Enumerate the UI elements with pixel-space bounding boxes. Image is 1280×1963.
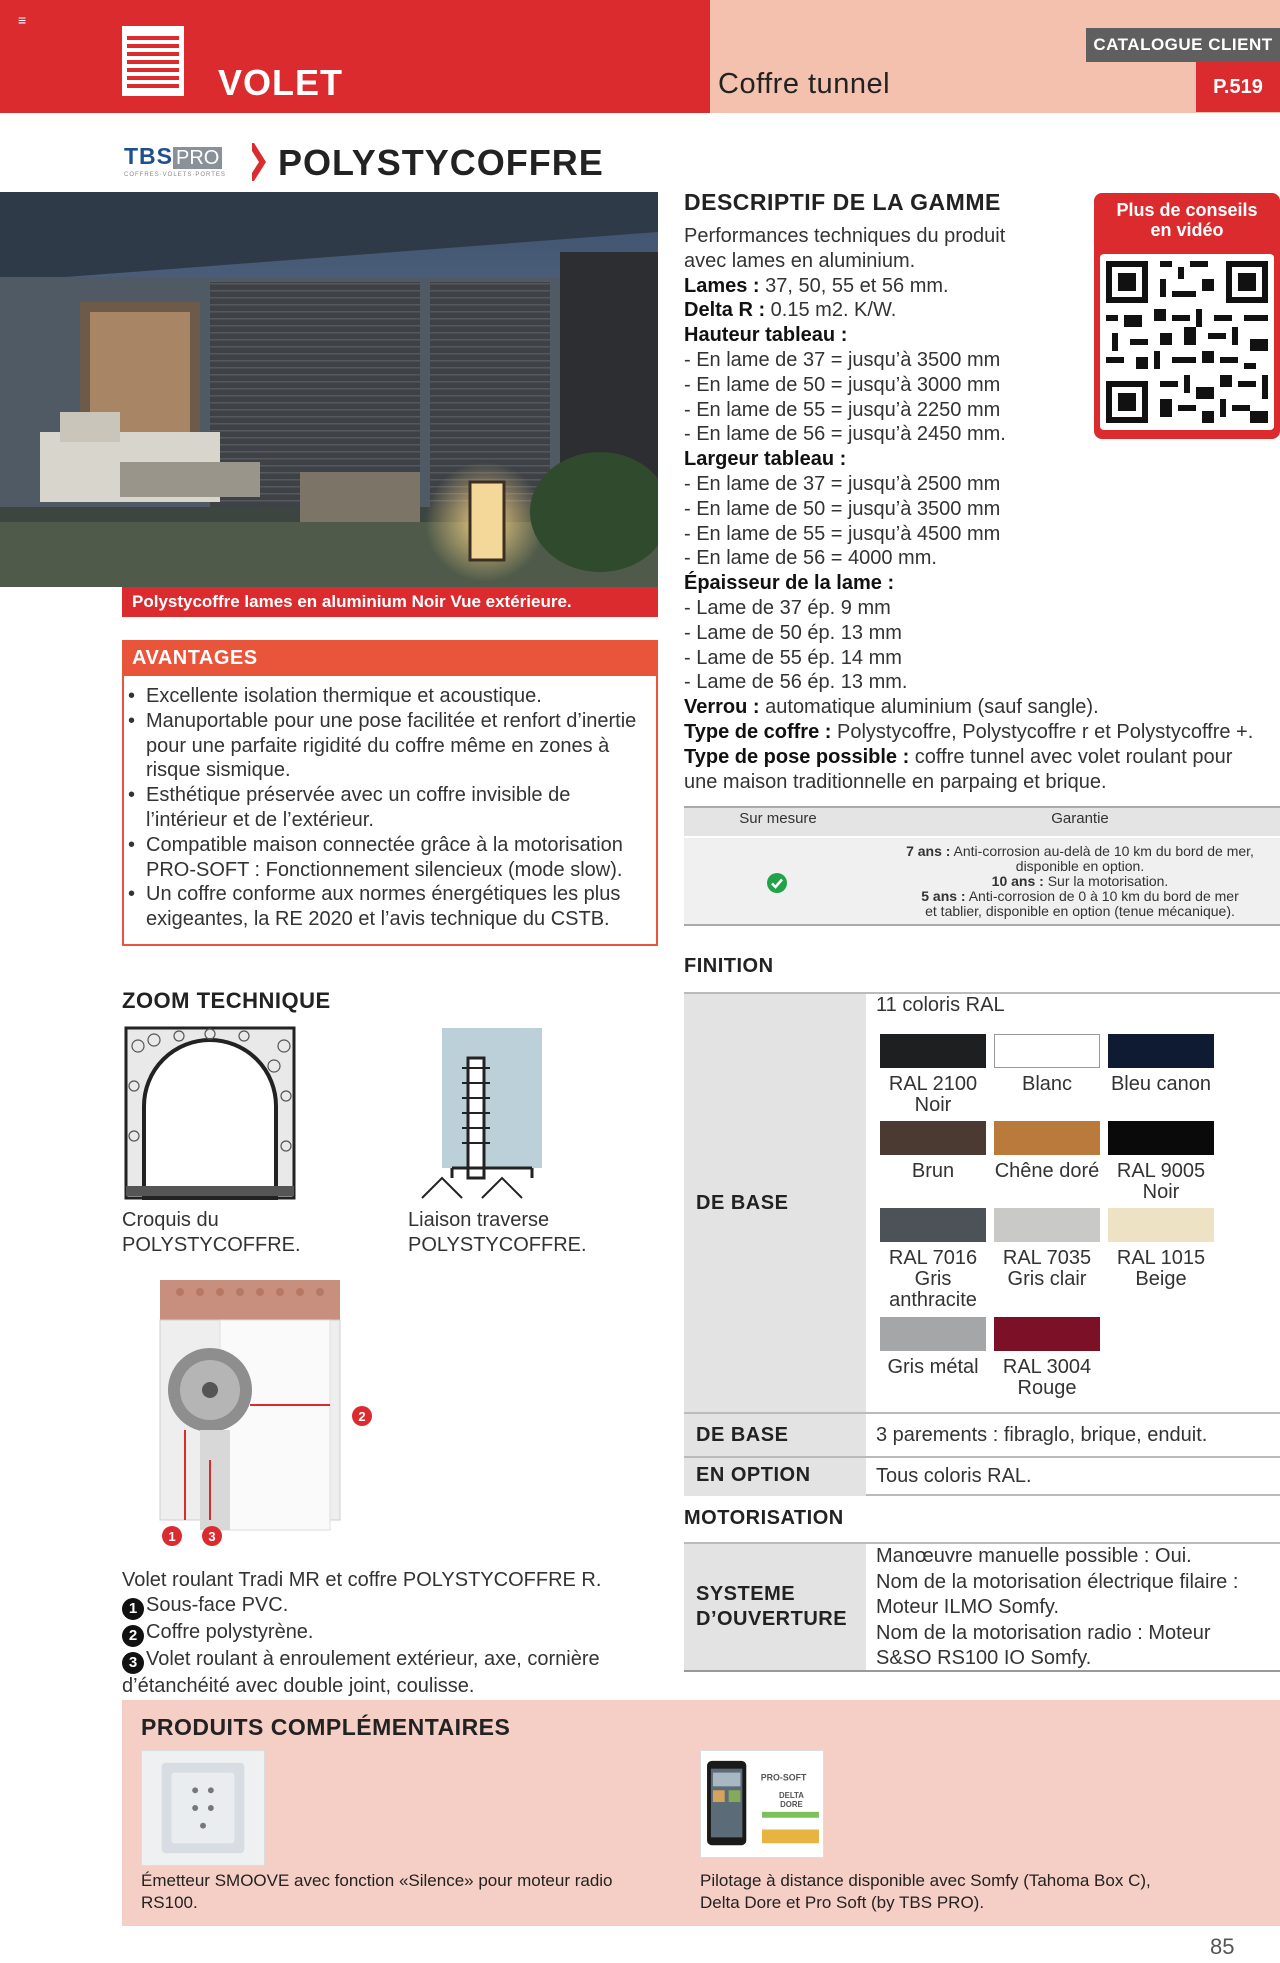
header-section-band xyxy=(0,0,710,113)
list-item: • Un coffre conforme aux normes énergétiques les plus exigeantes, la RE 2020 et l’avis technique du CSTB. xyxy=(126,882,652,932)
croquis-caption-line: Croquis du xyxy=(122,1209,219,1231)
complementary-products-title: PRODUITS COMPLÉMENTAIRES xyxy=(141,1714,511,1740)
number-badge: 1 xyxy=(122,1598,144,1620)
color-swatch xyxy=(880,1034,986,1068)
type-coffre-line xyxy=(684,720,1274,745)
color-swatch-label-line: Gris xyxy=(914,1268,952,1290)
descriptif-line: avec lames en aluminium. xyxy=(684,249,916,272)
descriptif-body xyxy=(684,224,1274,794)
svg-text:2: 2 xyxy=(358,1409,366,1424)
guarantee-bold: 10 ans : xyxy=(991,873,1044,889)
brand-logo-pro: PRO xyxy=(173,147,222,169)
color-swatch-label-line: RAL 2100 xyxy=(888,1073,978,1095)
color-swatch-label-line: anthracite xyxy=(889,1289,977,1311)
color-swatch-label xyxy=(1106,1161,1216,1203)
epaisseur-line: - Lame de 56 ép. 13 mm. xyxy=(684,671,908,694)
option-value: Tous coloris RAL. xyxy=(876,1465,1032,1487)
type-coffre-label: Type de coffre : xyxy=(684,720,832,743)
delta-label: Delta R : xyxy=(684,299,766,322)
option-label: EN OPTION xyxy=(696,1464,811,1486)
color-swatch xyxy=(994,1121,1100,1155)
delta-dore-logo-text: DELTA xyxy=(778,1791,804,1801)
parements-label: DE BASE xyxy=(696,1424,789,1446)
croquis-caption-line: POLYSTYCOFFRE. xyxy=(122,1234,301,1256)
product-title: POLYSTYCOFFRE xyxy=(278,142,604,183)
volet-caption-item xyxy=(122,1620,662,1647)
type-pose-line xyxy=(684,745,1274,770)
list-item: • Excellente isolation thermique et acoustique. xyxy=(126,684,652,709)
column-header-sur-mesure: Sur mesure xyxy=(739,810,817,827)
pilotage-caption xyxy=(700,1870,1240,1914)
motorisation-label xyxy=(696,1582,847,1632)
type-coffre-value: Polystycoffre, Polystycoffre r et Polystycoffre +. xyxy=(831,720,1254,743)
lames-value: 37, 50, 55 et 56 mm. xyxy=(759,274,949,297)
brand-logo-sub: COFFRES·VOLETS·PORTES xyxy=(124,172,226,178)
finition-title: FINITION xyxy=(684,955,774,977)
qr-label-line: en vidéo xyxy=(1150,220,1224,240)
smoove-caption-line: RS100. xyxy=(141,1893,198,1912)
color-swatch-label xyxy=(878,1357,988,1378)
lames-label: Lames : xyxy=(684,274,760,297)
marker-2 xyxy=(352,1406,372,1426)
svg-text:1: 1 xyxy=(168,1529,176,1544)
guarantee-value: disponible en option. xyxy=(1015,858,1145,874)
section-title: VOLET xyxy=(218,62,344,103)
volet-caption-text: Sous-face PVC. xyxy=(146,1593,289,1616)
color-swatch-label-line: Noir xyxy=(914,1094,952,1116)
volet-caption-text: Volet roulant à enroulement extérieur, axe, cornière d’étanchéité avec double joint, coulisse. xyxy=(122,1647,600,1697)
number-badge: 3 xyxy=(122,1652,144,1674)
delta-dore-logo-text: DORE xyxy=(780,1799,803,1809)
color-swatch-label-line: Gris clair xyxy=(1007,1268,1087,1290)
volet-caption-intro: Volet roulant Tradi MR et coffre POLYSTYCOFFRE R. xyxy=(122,1569,602,1591)
color-swatch xyxy=(994,1317,1100,1351)
guarantee-value: et tablier, disponible en option (tenue mécanique). xyxy=(925,903,1235,919)
liaison-caption-line: POLYSTYCOFFRE. xyxy=(408,1234,587,1256)
type-pose-line: une maison traditionnelle en parpaing et brique. xyxy=(684,770,1107,793)
advantages-list xyxy=(126,684,652,932)
color-swatch-label-line: Brun xyxy=(911,1160,955,1182)
type-pose-value: coffre tunnel avec volet roulant pour xyxy=(909,745,1233,768)
color-swatch-label-line: RAL 9005 xyxy=(1116,1160,1206,1182)
hauteur-line: - En lame de 37 = jusqu’à 3500 mm xyxy=(684,348,1001,371)
column-header-garantie: Garantie xyxy=(1051,810,1109,827)
hero-caption: Polystycoffre lames en aluminium Noir Vue extérieure. xyxy=(122,587,658,617)
smoove-caption xyxy=(141,1870,681,1914)
motorisation-line: Moteur ILMO Somfy. xyxy=(876,1596,1060,1618)
list-item: • Manuportable pour une pose facilitée et renfort d’inertie pour une parfaite rigidité du coffre même en zones à risque sismique. xyxy=(126,709,652,783)
verrou-label: Verrou : xyxy=(684,696,760,719)
brand-logo xyxy=(124,143,234,183)
color-swatch-label xyxy=(1106,1248,1216,1290)
menu-icon[interactable]: ≡ xyxy=(18,12,27,28)
color-swatch xyxy=(1108,1208,1214,1242)
pilotage-caption-line: Pilotage à distance disponible avec Somfy (Tahoma Box C), xyxy=(700,1871,1151,1890)
delta-value: 0.15 m2. K/W. xyxy=(765,299,897,322)
guarantee-text xyxy=(882,844,1278,919)
motorisation-values xyxy=(876,1544,1280,1672)
motorisation-line: Nom de la motorisation radio : Moteur xyxy=(876,1621,1211,1644)
guarantee-value: Anti-corrosion de 0 à 10 km du bord de mer xyxy=(965,888,1239,904)
hauteur-line: - En lame de 55 = jusqu’à 2250 mm xyxy=(684,398,1001,421)
color-swatch xyxy=(880,1317,986,1351)
catalogue-badge: CATALOGUE CLIENT xyxy=(1086,28,1280,62)
color-swatch-label-line: RAL 7016 xyxy=(888,1247,978,1269)
delta-line xyxy=(684,298,1274,323)
qr-label-line: Plus de conseils xyxy=(1116,200,1258,220)
volet-caption xyxy=(122,1568,662,1699)
motorisation-line: S&SO RS100 IO Somfy. xyxy=(876,1647,1092,1669)
color-swatch-label-line: Chêne doré xyxy=(994,1160,1100,1182)
list-item: • Esthétique préservée avec un coffre invisible de l’intérieur et de l’extérieur. xyxy=(126,783,652,833)
hauteur-label-text: Hauteur tableau : xyxy=(684,324,848,347)
color-swatch xyxy=(994,1208,1100,1242)
volet-cutaway-drawing xyxy=(150,1280,390,1552)
largeur-line: - En lame de 55 = jusqu’à 4500 mm xyxy=(684,522,1001,545)
color-swatch xyxy=(1108,1034,1214,1068)
color-swatch-label-line: Bleu canon xyxy=(1110,1073,1212,1095)
color-count: 11 coloris RAL xyxy=(876,994,1005,1016)
roller-shutter-icon xyxy=(122,26,184,96)
hauteur-label xyxy=(684,323,1274,348)
zoom-technique-title: ZOOM TECHNIQUE xyxy=(122,988,331,1013)
color-swatch xyxy=(880,1208,986,1242)
largeur-label-text: Largeur tableau : xyxy=(684,448,847,471)
descriptif-line: Performances techniques du produit xyxy=(684,225,1006,247)
guarantee-line xyxy=(882,874,1278,889)
guarantee-line xyxy=(882,889,1278,904)
color-swatch xyxy=(994,1034,1100,1068)
page-number: 85 xyxy=(1210,1934,1235,1959)
liaison-caption xyxy=(408,1208,658,1258)
page-subtitle: Coffre tunnel xyxy=(718,68,891,100)
largeur-line: - En lame de 56 = 4000 mm. xyxy=(684,547,937,570)
guarantee-line xyxy=(882,844,1278,859)
guarantee-value: Anti-corrosion au-delà de 10 km du bord de mer, xyxy=(950,843,1254,859)
finition-base-label: DE BASE xyxy=(696,1192,789,1214)
epaisseur-line: - Lame de 37 ép. 9 mm xyxy=(684,596,891,619)
hero-photo xyxy=(0,192,658,587)
color-swatch xyxy=(880,1121,986,1155)
color-swatch-label-line: RAL 3004 xyxy=(1002,1356,1092,1378)
color-swatch-label xyxy=(878,1161,988,1182)
color-swatch-label-line: RAL 1015 xyxy=(1116,1247,1206,1269)
list-item: • Compatible maison connectée grâce à la motorisation PRO-SOFT : Fonctionnement silencieux (mode slow). xyxy=(126,833,652,883)
epaisseur-label xyxy=(684,571,1274,596)
volet-caption-text: Coffre polystyrène. xyxy=(146,1620,314,1643)
color-swatch-label-line: Gris métal xyxy=(887,1356,979,1378)
liaison-caption-line: Liaison traverse xyxy=(408,1209,550,1231)
pro-soft-logo-text: PRO-SOFT xyxy=(760,1772,807,1783)
color-swatch-label-line: Rouge xyxy=(1017,1377,1077,1399)
color-swatch-label-line: Beige xyxy=(1135,1268,1187,1290)
volet-caption-item xyxy=(122,1647,662,1699)
largeur-label xyxy=(684,447,1274,472)
descriptif-title: DESCRIPTIF DE LA GAMME xyxy=(684,189,1001,215)
liaison-drawing xyxy=(412,1028,542,1202)
verrou-line xyxy=(684,695,1274,720)
epaisseur-line: - Lame de 55 ép. 14 mm xyxy=(684,646,902,669)
type-pose-label: Type de pose possible : xyxy=(684,745,910,768)
smoove-caption-line: Émetteur SMOOVE avec fonction «Silence» pour moteur radio xyxy=(141,1871,613,1890)
remote-control-apps-image xyxy=(700,1750,824,1858)
page-reference: P.519 xyxy=(1196,62,1280,112)
motorisation-line: Nom de la motorisation électrique filaire : xyxy=(876,1570,1239,1593)
motorisation-label-line: D’OUVERTURE xyxy=(696,1608,848,1630)
motorisation-line: Manœuvre manuelle possible : Oui. xyxy=(876,1545,1192,1567)
hauteur-line: - En lame de 56 = jusqu’à 2450 mm. xyxy=(684,423,1006,446)
color-swatch-label-line: RAL 7035 xyxy=(1002,1247,1092,1269)
color-swatch-label xyxy=(992,1074,1102,1095)
color-swatch-label xyxy=(992,1161,1102,1182)
guarantee-bold: 5 ans : xyxy=(921,888,966,904)
epaisseur-line: - Lame de 50 ép. 13 mm xyxy=(684,621,902,644)
guarantee-line xyxy=(882,904,1278,919)
color-swatch-label xyxy=(878,1074,988,1116)
marker-1 xyxy=(162,1526,182,1546)
guarantee-bold: 7 ans : xyxy=(906,843,951,859)
check-circle-icon xyxy=(766,872,788,894)
motorisation-label-line: SYSTEME xyxy=(696,1583,796,1605)
parements-value: 3 parements : fibraglo, brique, enduit. xyxy=(876,1424,1208,1446)
marker-3 xyxy=(202,1526,222,1546)
volet-caption-item xyxy=(122,1593,662,1620)
color-swatch-label xyxy=(1106,1074,1216,1095)
svg-text:3: 3 xyxy=(208,1529,216,1544)
advantages-title: AVANTAGES xyxy=(122,640,658,676)
motorisation-title: MOTORISATION xyxy=(684,1507,844,1529)
color-swatch-label xyxy=(992,1357,1102,1399)
number-badge: 2 xyxy=(122,1625,144,1647)
guarantee-value: Sur la motorisation. xyxy=(1043,873,1169,889)
croquis-caption xyxy=(122,1208,372,1258)
lames-line xyxy=(684,274,1274,299)
epaisseur-label-text: Épaisseur de la lame : xyxy=(684,572,895,595)
smoove-remote-image xyxy=(141,1750,265,1866)
largeur-line: - En lame de 50 = jusqu’à 3500 mm xyxy=(684,497,1001,520)
guarantee-line xyxy=(882,859,1278,874)
brand-logo-main: TBS xyxy=(124,143,173,169)
color-swatch-label-line: Blanc xyxy=(1021,1073,1073,1095)
chevron-right-icon xyxy=(252,143,268,181)
verrou-value: automatique aluminium (sauf sangle). xyxy=(759,696,1099,719)
color-swatch-label xyxy=(992,1248,1102,1290)
largeur-line: - En lame de 37 = jusqu’à 2500 mm xyxy=(684,472,1001,495)
color-swatch-label-line: Noir xyxy=(1142,1181,1180,1203)
croquis-drawing xyxy=(124,1026,296,1202)
pilotage-caption-line: Delta Dore et Pro Soft (by TBS PRO). xyxy=(700,1893,985,1912)
color-swatch-label xyxy=(878,1248,988,1311)
hauteur-line: - En lame de 50 = jusqu’à 3000 mm xyxy=(684,373,1001,396)
color-swatch xyxy=(1108,1121,1214,1155)
